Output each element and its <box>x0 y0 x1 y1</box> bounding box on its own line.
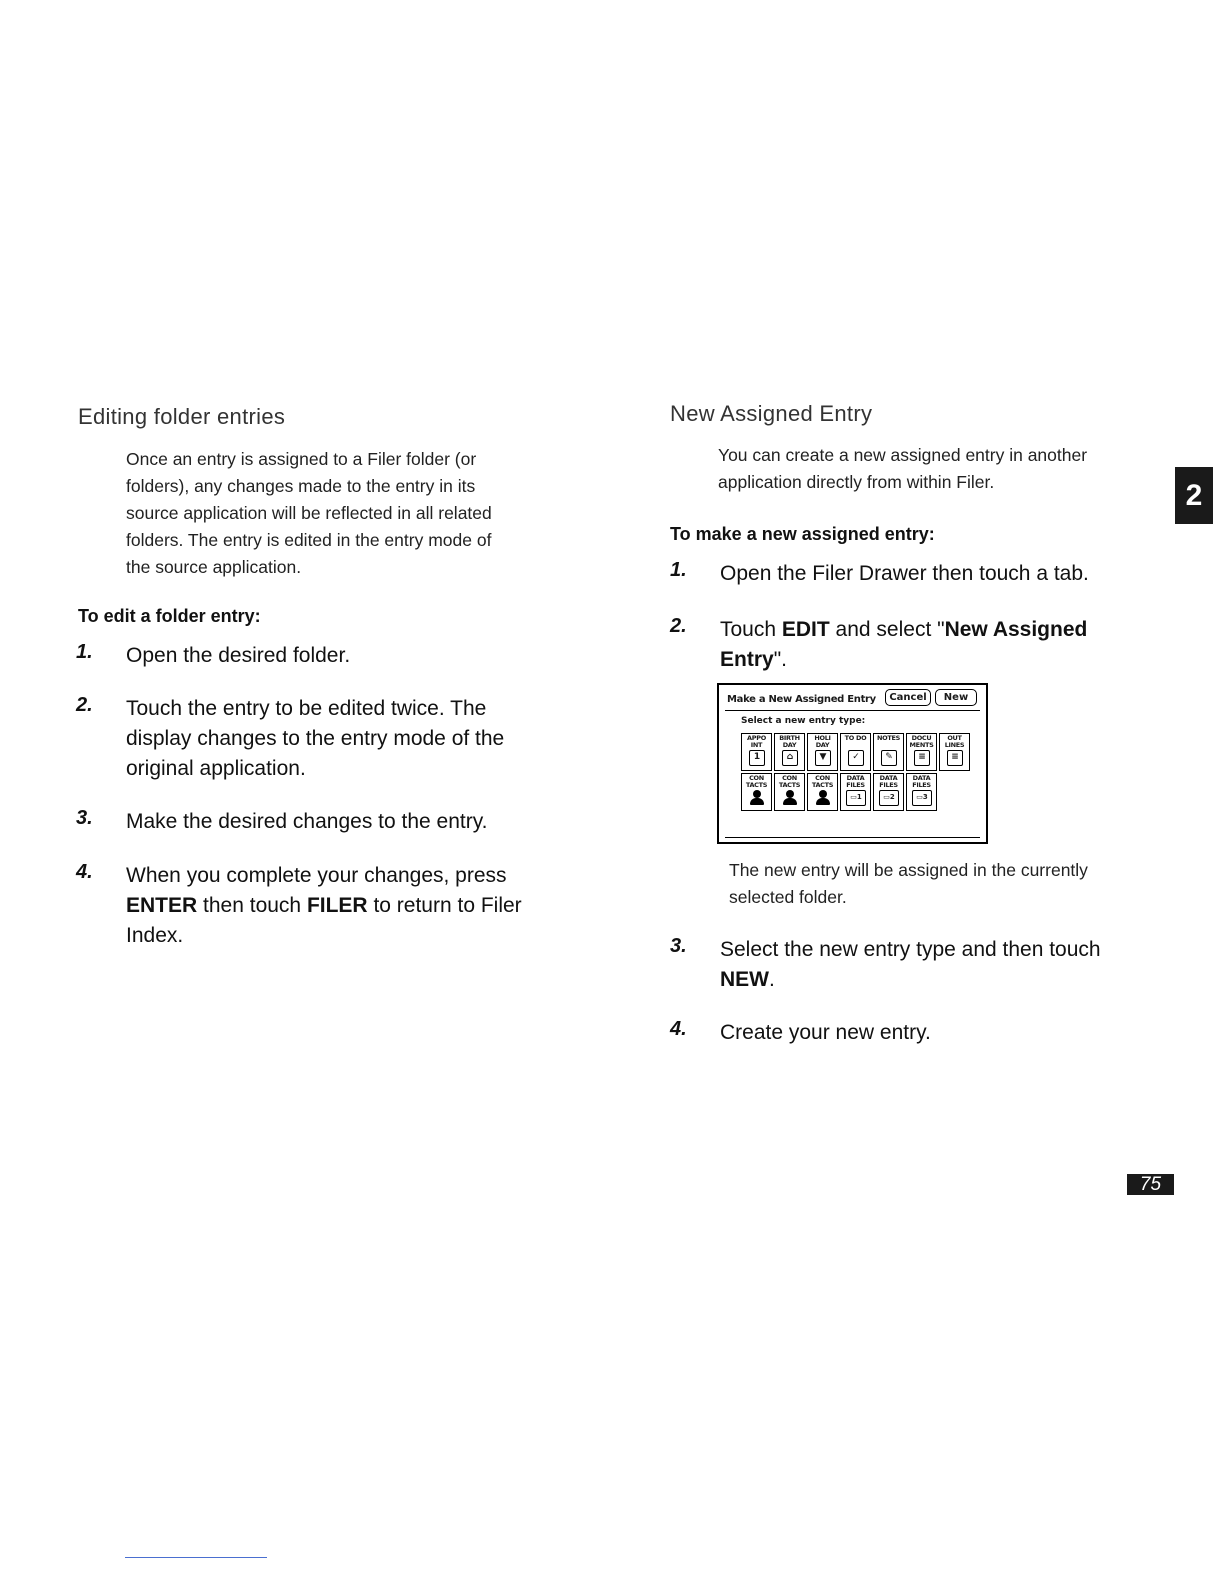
tile-label: TO DO <box>844 734 867 742</box>
chapter-tab: 2 <box>1175 467 1213 524</box>
entry-type-grid <box>741 733 970 811</box>
right-step-4 <box>670 1018 1150 1048</box>
new-button[interactable]: New <box>935 689 977 706</box>
document-icon: ≡ <box>914 750 930 766</box>
step-text: Open the desired folder. <box>126 644 351 667</box>
step-line: Index. <box>126 924 184 947</box>
tile-label: DATA FILES <box>846 774 865 789</box>
new-assigned-entry-dialog <box>717 683 988 844</box>
tile-label: HOLI DAY <box>814 734 831 749</box>
step-text: Create your new entry. <box>720 1021 931 1044</box>
step-number: 4. <box>76 861 93 883</box>
step-line: original application. <box>126 757 306 780</box>
left-step-2 <box>76 694 556 784</box>
cake-icon: ⌂ <box>782 750 798 766</box>
person-icon <box>815 790 831 806</box>
dialog-bottom-rule <box>725 837 980 838</box>
menu-item-ref: New Assigned <box>944 618 1088 641</box>
glass-icon: ▼ <box>815 750 831 766</box>
tile-label: CON TACTS <box>811 774 834 789</box>
intro-line: folders. The entry is edited in the entry mode of <box>126 530 492 550</box>
step-line <box>720 615 1087 645</box>
intro-line: source application will be reflected in all related <box>126 503 492 523</box>
tile-label: OUT LINES <box>944 734 965 749</box>
step-text <box>126 694 504 784</box>
pen-icon: ✎ <box>881 750 897 766</box>
key-filer: FILER <box>306 894 368 917</box>
procedure-title-edit-folder-entry: To edit a folder entry: <box>78 606 261 626</box>
dialog-prompt: Select a new entry type: <box>741 716 866 726</box>
step-text <box>126 861 522 951</box>
left-step-3 <box>76 807 556 837</box>
page-number: 75 <box>1127 1174 1174 1195</box>
step-text: Make the desired changes to the entry. <box>126 810 488 833</box>
entry-type-todo[interactable] <box>840 733 871 771</box>
step-text: Open the Filer Drawer then touch a tab. <box>720 562 1089 585</box>
tile-label: DATA FILES <box>912 774 931 789</box>
entry-type-contacts-3[interactable] <box>807 773 838 811</box>
checklist-icon: ✓ <box>848 750 864 766</box>
intro-line: Once an entry is assigned to a Filer folder (or <box>126 449 477 469</box>
key-edit: EDIT <box>781 618 830 641</box>
step-line <box>126 891 522 921</box>
section-heading-editing-folder-entries: Editing folder entries <box>78 404 286 429</box>
calendar-icon: 1 <box>749 750 765 766</box>
step-number: 3. <box>670 935 687 957</box>
note-line: selected folder. <box>729 887 847 907</box>
entry-type-holiday[interactable] <box>807 733 838 771</box>
cancel-button[interactable]: Cancel <box>885 689 931 706</box>
step-number: 2. <box>76 694 93 716</box>
step-fragment: to return to Filer <box>367 894 522 917</box>
entry-type-data-files-2[interactable] <box>873 773 904 811</box>
outline-icon: ≡ <box>947 750 963 766</box>
step-fragment: then touch <box>197 894 307 917</box>
tile-label: DATA FILES <box>879 774 898 789</box>
assigned-folder-note <box>729 857 1169 911</box>
intro-line: You can create a new assigned entry in another <box>718 445 1088 465</box>
step-text <box>720 935 1101 995</box>
right-step-3 <box>670 935 1150 995</box>
entry-type-birthday[interactable] <box>774 733 805 771</box>
tile-label: CON TACTS <box>745 774 768 789</box>
person-icon <box>782 790 798 806</box>
step-line: Touch the entry to be edited twice. The <box>126 697 487 720</box>
left-step-4 <box>76 861 556 951</box>
step-line: display changes to the entry mode of the <box>126 727 505 750</box>
entry-type-data-files-1[interactable] <box>840 773 871 811</box>
tile-label: APPO INT <box>747 734 766 749</box>
step-number: 1. <box>670 559 687 581</box>
intro-line: folders), any changes made to the entry in its <box>126 476 476 496</box>
step-line <box>720 965 1101 995</box>
section-heading-new-assigned-entry: New Assigned Entry <box>670 401 873 426</box>
card-file-icon: ▭3 <box>912 790 932 806</box>
step-fragment: ". <box>773 648 787 671</box>
step-text <box>720 615 1087 675</box>
step-number: 3. <box>76 807 93 829</box>
person-icon <box>749 790 765 806</box>
menu-item-ref: Entry <box>720 648 774 671</box>
step-line <box>720 645 1087 675</box>
tile-label: DOCU MENTS <box>909 734 934 749</box>
step-number: 2. <box>670 615 687 637</box>
entry-type-documents[interactable] <box>906 733 937 771</box>
tile-label: NOTES <box>876 734 901 742</box>
right-step-2 <box>670 615 1150 675</box>
key-enter: ENTER <box>126 894 198 917</box>
right-step-1 <box>670 559 1150 589</box>
entry-type-notes[interactable] <box>873 733 904 771</box>
intro-line: application directly from within Filer. <box>718 472 995 492</box>
step-line: When you complete your changes, press <box>126 864 507 887</box>
entry-type-contacts-2[interactable] <box>774 773 805 811</box>
entry-type-outlines[interactable] <box>939 733 970 771</box>
note-line: The new entry will be assigned in the currently <box>729 860 1088 880</box>
step-fragment: . <box>769 968 775 991</box>
step-line: Select the new entry type and then touch <box>720 938 1101 961</box>
entry-type-appointment[interactable] <box>741 733 772 771</box>
key-new: NEW <box>720 968 769 991</box>
intro-line: the source application. <box>126 557 302 577</box>
entry-type-data-files-3[interactable] <box>906 773 937 811</box>
step-number: 4. <box>670 1018 687 1040</box>
step-number: 1. <box>76 641 93 663</box>
entry-type-contacts-1[interactable] <box>741 773 772 811</box>
new-entry-intro-paragraph <box>718 442 1158 496</box>
procedure-title-make-new-entry: To make a new assigned entry: <box>670 524 935 544</box>
card-file-icon: ▭1 <box>846 790 866 806</box>
dialog-title: Make a New Assigned Entry <box>727 694 876 705</box>
card-file-icon: ▭2 <box>879 790 899 806</box>
footnote-rule <box>125 1557 267 1558</box>
step-fragment: Touch <box>720 618 782 641</box>
tile-label: BIRTH DAY <box>779 734 800 749</box>
left-step-1 <box>76 641 556 671</box>
step-fragment: and select " <box>829 618 945 641</box>
editing-intro-paragraph <box>126 446 566 581</box>
dialog-divider <box>725 710 980 711</box>
tile-label: CON TACTS <box>778 774 801 789</box>
